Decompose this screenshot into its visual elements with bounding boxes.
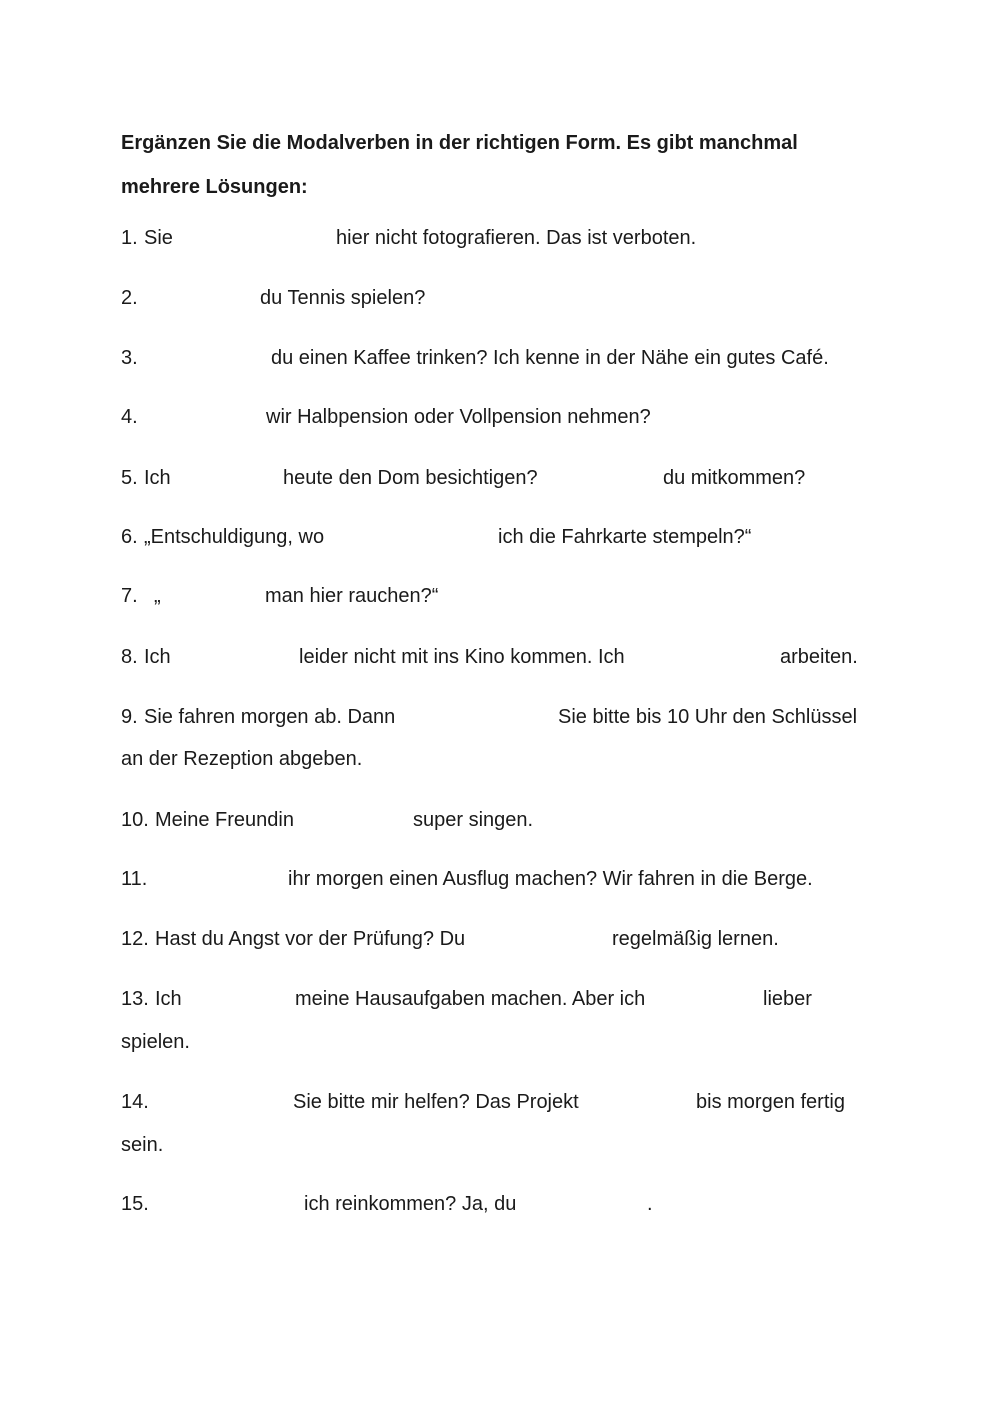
sentence-part: man hier rauchen?“ xyxy=(265,585,439,607)
item-number: 12. xyxy=(121,928,149,950)
sentence-part: . xyxy=(647,1193,653,1215)
item-number: 10. xyxy=(121,809,149,831)
worksheet-instructions: Ergänzen Sie die Modalverben in der richtigen Form. Es gibt manchmal mehrere Lösungen: xyxy=(121,132,798,198)
sentence-part: an der Rezeption abgeben. xyxy=(121,748,363,770)
sentence-part: „ xyxy=(154,585,161,607)
item-number: 13. xyxy=(121,988,149,1010)
sentence-part: du mitkommen? xyxy=(663,467,806,489)
item-number: 1. xyxy=(121,227,138,249)
item-number: 3. xyxy=(121,347,138,369)
item-number: 5. xyxy=(121,467,138,489)
item-number: 4. xyxy=(121,406,138,428)
sentence-part: Hast du Angst vor der Prüfung? Du xyxy=(155,928,466,950)
sentence-part: du einen Kaffee trinken? Ich kenne in der Nähe ein gutes Café. xyxy=(271,347,829,369)
sentence-part: leider nicht mit ins Kino kommen. Ich xyxy=(299,646,625,668)
sentence-part: arbeiten. xyxy=(780,646,858,668)
sentence-part: regelmäßig lernen. xyxy=(612,928,779,950)
sentence-part: Ich xyxy=(144,646,171,668)
sentence-part: super singen. xyxy=(413,809,534,831)
sentence-part: ich reinkommen? Ja, du xyxy=(304,1193,517,1215)
sentence-part: Meine Freundin xyxy=(155,809,294,831)
sentence-part: hier nicht fotografieren. Das ist verboten. xyxy=(336,227,697,249)
sentence-part: Sie bitte mir helfen? Das Projekt xyxy=(293,1091,579,1113)
sentence-part: du Tennis spielen? xyxy=(260,287,426,309)
sentence-part: bis morgen fertig xyxy=(696,1091,845,1113)
sentence-part: „Entschuldigung, wo xyxy=(144,526,325,548)
sentence-part: meine Hausaufgaben machen. Aber ich xyxy=(295,988,646,1010)
sentence-part: heute den Dom besichtigen? xyxy=(283,467,538,489)
item-number: 2. xyxy=(121,287,138,309)
sentence-part: Sie xyxy=(144,227,173,249)
sentence-part: ich die Fahrkarte stempeln?“ xyxy=(498,526,752,548)
sentence-part: sein. xyxy=(121,1134,164,1156)
sentence-part: Sie fahren morgen ab. Dann xyxy=(144,706,396,728)
item-number: 14. xyxy=(121,1091,149,1113)
item-number: 6. xyxy=(121,526,138,548)
item-number: 7. xyxy=(121,585,138,607)
item-number: 11. xyxy=(121,868,148,890)
sentence-part: lieber xyxy=(763,988,812,1010)
item-number: 8. xyxy=(121,646,138,668)
sentence-part: Sie bitte bis 10 Uhr den Schlüssel xyxy=(558,706,858,728)
item-number: 9. xyxy=(121,706,138,728)
sentence-part: wir Halbpension oder Vollpension nehmen? xyxy=(266,406,651,428)
sentence-part: ihr morgen einen Ausflug machen? Wir fahren in die Berge. xyxy=(288,868,813,890)
item-number: 15. xyxy=(121,1193,149,1215)
sentence-part: Ich xyxy=(144,467,171,489)
sentence-part: spielen. xyxy=(121,1031,190,1053)
sentence-part: Ich xyxy=(155,988,182,1010)
